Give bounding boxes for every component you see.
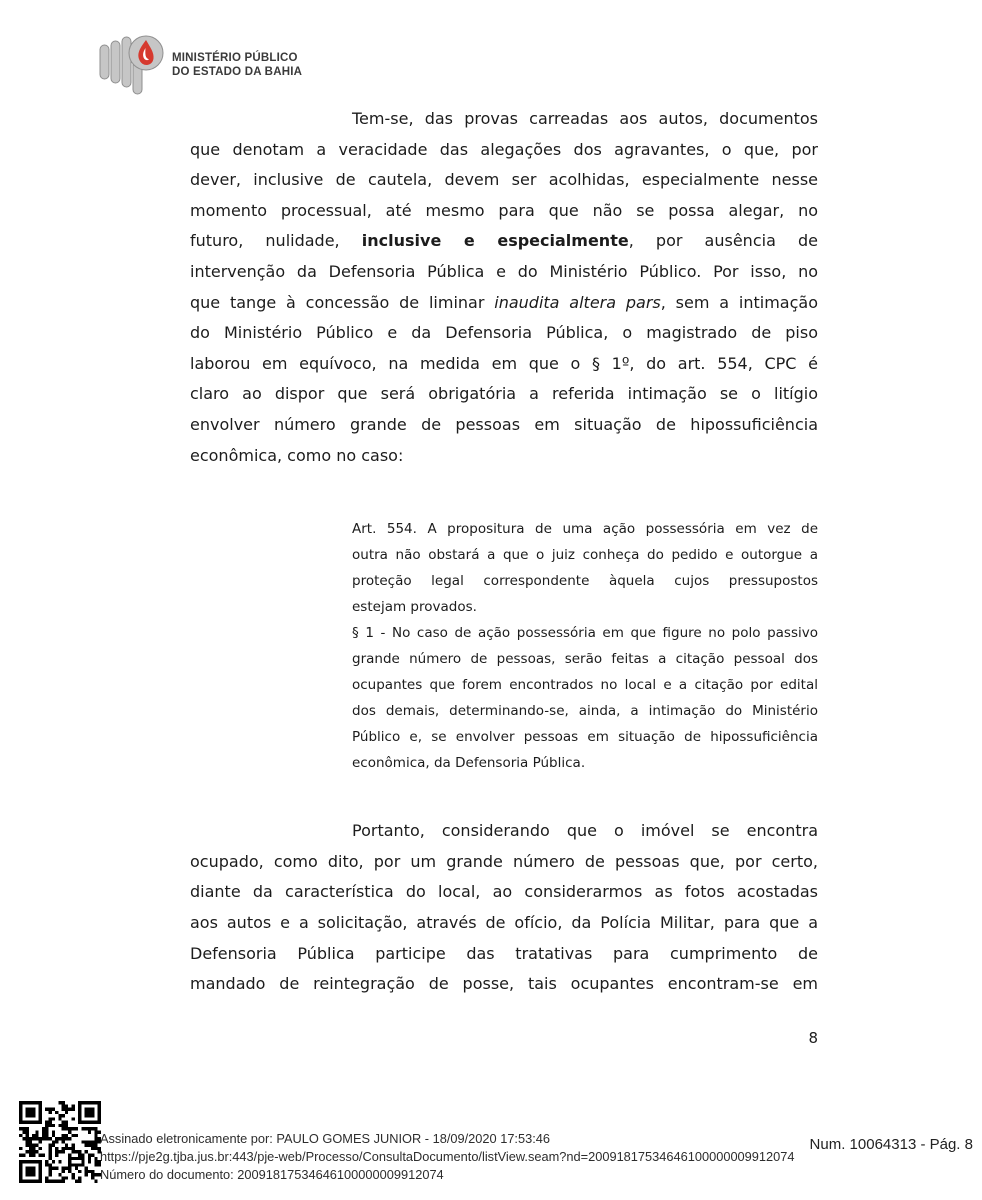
text-line: futuro, nulidade, inclusive e especialmente, por ausência de [190,231,818,251]
text-line: § 1 - No caso de ação possessória em que figure no polo passivo [352,625,818,642]
body-paragraph [190,104,818,471]
text-line: econômica, da Defensoria Pública. [352,755,586,772]
page-number: 8 [808,1029,818,1047]
text-line: intervenção da Defensoria Pública e do Ministério Público. Por isso, no [190,261,818,281]
text-line: ocupantes que forem encontrados no local e a citação por edital [352,677,818,694]
text-line: Defensoria Pública participe das tratativas para cumprimento de [190,943,818,963]
body-paragraph [190,816,818,1000]
text-line: outra não obstará a que o juiz conheça do pedido e outorgue a [352,547,818,564]
text-line: aos autos e a solicitação, através de ofício, da Polícia Militar, para que a [190,912,818,932]
text-line: do Ministério Público e da Defensoria Pública, o magistrado de piso [190,323,818,343]
text-line: mandado de reintegração de posse, tais ocupantes encontram-se em [190,974,818,994]
org-name [172,51,302,79]
text-line: diante da característica do local, ao considerarmos as fotos acostadas [190,882,818,902]
text-line: Tem-se, das provas carreadas aos autos, documentos [352,109,818,128]
org-name-line2: DO ESTADO DA BAHIA [172,66,303,78]
signature-line: Assinado eletronicamente por: PAULO GOMES JUNIOR - 18/09/2020 17:53:46 [100,1131,551,1146]
qr-code [19,1101,101,1183]
quote-paragraph [352,620,818,776]
text-line: proteção legal correspondente àquela cujos pressupostos [352,573,818,590]
text-line: Portanto, considerando que o imóvel se encontra [352,821,818,841]
text-line: momento processual, até mesmo para que não se possa alegar, no [190,200,818,220]
text-line: econômica, como no caso: [190,445,404,465]
signature-block [100,1130,795,1185]
text-line: claro ao dispor que será obrigatória a referida intimação se o litígio [190,384,818,404]
quote-paragraph [352,516,818,620]
header-logo [99,35,302,95]
text-line: Público e, se envolver pessoas em situação de hipossuficiência [352,729,818,746]
text-line: grande número de pessoas, serão feitas a citação pessoal dos [352,651,818,668]
text-line: envolver número grande de pessoas em situação de hipossuficiência [190,414,818,434]
text-line: Art. 554. A propositura de uma ação possessória em vez de [352,521,818,538]
document-text [190,104,818,1000]
text-line: dever, inclusive de cautela, devem ser acolhidas, especialmente nesse [190,170,818,190]
text-line: estejam provados. [352,599,477,616]
mp-logo-icon [99,35,165,95]
text-line: ocupado, como dito, por um grande número de pessoas que, por certo, [190,851,818,871]
document-number: Número do documento: 20091817534646100000009912074 [100,1167,444,1183]
document-url: https://pje2g.tjba.jus.br:443/pje-web/Processo/ConsultaDocumento/listView.seam?nd=20091817534646100000009912074 [100,1149,795,1165]
text-line: dos demais, determinando-se, ainda, a intimação do Ministério [352,703,818,720]
page-stamp: Num. 10064313 - Pág. 8 [809,1136,973,1153]
text-line: laborou em equívoco, na medida em que o § 1º, do art. 554, CPC é [190,353,818,373]
text-line: que tange à concessão de liminar inaudita altera pars, sem a intimação [190,292,819,312]
text-line: que denotam a veracidade das alegações dos agravantes, o que, por [190,139,818,159]
org-name-line1: MINISTÉRIO PÚBLICO [172,52,298,64]
